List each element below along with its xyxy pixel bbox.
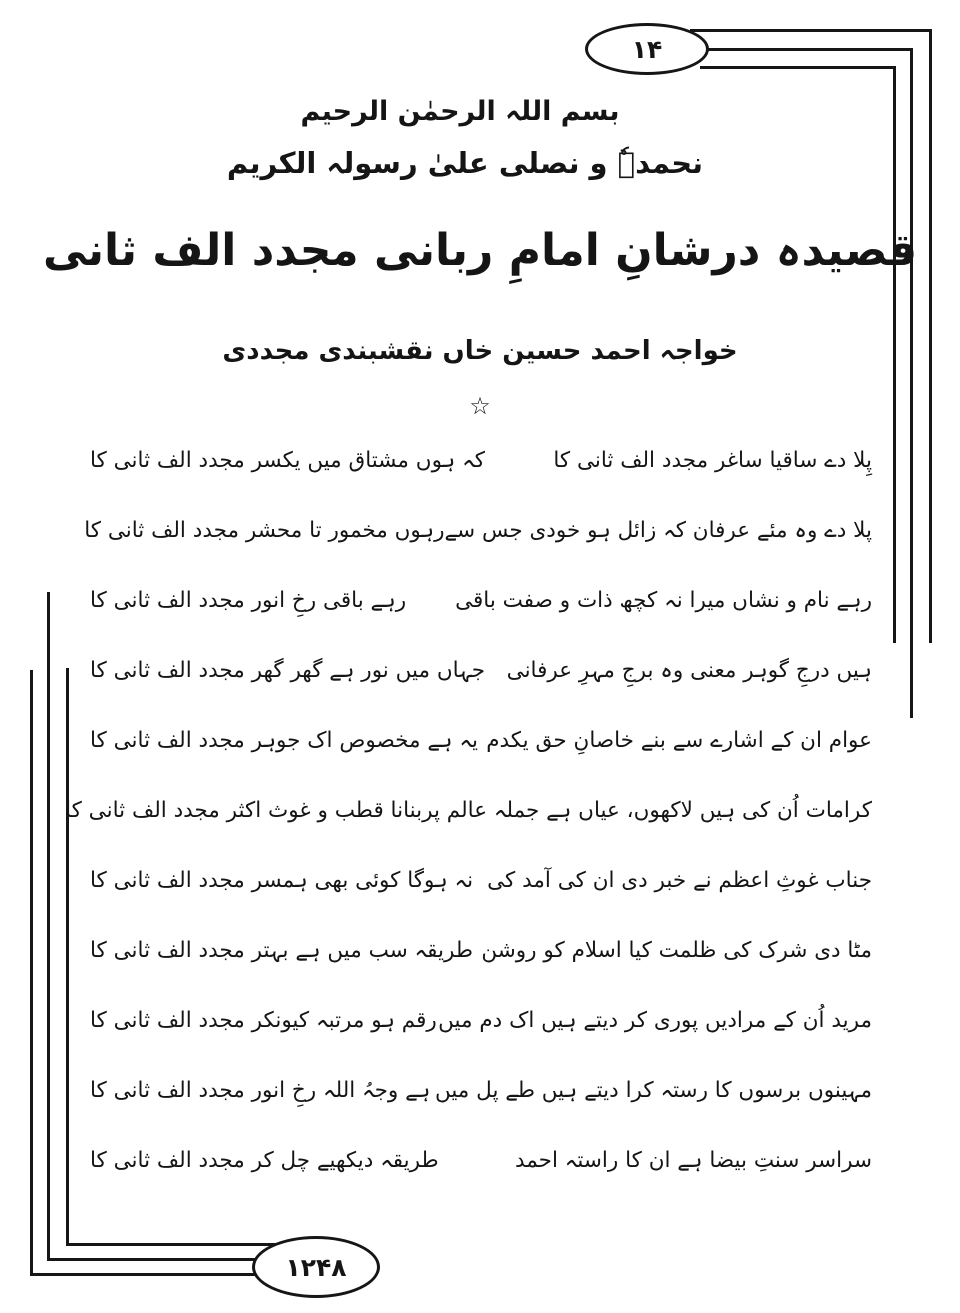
frame-left-line-outer [30,670,33,1276]
bottom-page-number: ۱۲۴۸ [285,1252,347,1282]
hemistich-second: طریقہ سب میں ہے بہتر مجدد الف ثانی کا [90,938,473,964]
hemistich-second: یہ ہے مخصوص اک جوہر مجدد الف ثانی کا [90,728,478,754]
couplet-row [90,916,872,986]
couplet-row [90,706,872,776]
hemistich-first: کرامات اُن کی ہیں لاکھوں، عیاں ہے جملہ عالم پر [422,798,872,824]
top-page-number-oval [585,23,709,75]
hemistich-first: عوام ان کے اشارے سے بنے خاصانِ حق یکدم [486,728,872,754]
author-name: خواجہ احمد حسین خاں نقشبندی مجددی [222,336,738,366]
frame-top-line-inner [700,66,896,69]
hemistich-second: نہ ہوگا کوئی بھی ہمسر مجدد الف ثانی کا [90,868,474,894]
hemistich-second: بنانا قطب و غوث اکثر مجدد الف ثانی کا [65,798,423,824]
star-divider-icon: ☆ [469,392,491,420]
hemistich-first: مرید اُن کے مرادیں پوری کر دیتے ہیں اک دم میں [438,1008,872,1034]
hemistich-first: مٹا دی شرک کی ظلمت کیا اسلام کو روشن [481,938,872,964]
bismillah-line: بسم اللہ الرحمٰن الرحیم [300,96,620,127]
bottom-page-number-oval [252,1236,380,1298]
hemistich-second: کہ ہوں مشتاق میں یکسر مجدد الف ثانی کا [90,448,485,474]
hemistich-second: رقم ہو مرتبہ کیونکر مجدد الف ثانی کا [90,1008,437,1034]
hemistich-second: رہے باقی رخِ انور مجدد الف ثانی کا [90,588,407,614]
couplet-row [90,566,872,636]
frame-bottom-line-outer [30,1273,278,1276]
frame-top-line-outer [690,29,932,32]
top-page-number: ۱۴ [631,34,663,64]
hemistich-first: جناب غوثِ اعظم نے خبر دی ان کی آمد کی [487,868,872,894]
hemistich-first: پِلا دے ساقیا ساغر مجدد الف ثانی کا [553,448,872,474]
frame-bottom-line-inner [66,1243,278,1246]
frame-bottom-line-middle [47,1258,258,1261]
couplet-row [90,986,872,1056]
hemistich-first: مہینوں برسوں کا رستہ کرا دیتے ہیں طے پل میں [434,1078,872,1104]
couplet-row [90,1056,872,1126]
hemistich-first: ہیں درجِ گوہر معنی وہ برجِ مہرِ عرفانی [506,658,872,684]
couplet-row [90,636,872,706]
couplet-row [90,426,872,496]
frame-left-line-inner [66,668,69,1246]
frame-top-line-middle [696,48,913,51]
frame-left-line-middle [47,592,50,1261]
couplet-row [90,846,872,916]
hemistich-first: سراسر سنتِ بیضا ہے ان کا راستہ احمد [514,1148,872,1174]
hamd-line: نحمدہٗ و نصلی علیٰ رسولہ الکریم [226,146,704,180]
couplet-row [65,776,872,846]
hemistich-first: پلا دے وہ مئے عرفان کہ زائل ہو خودی جس سے [444,518,872,544]
couplet-row [84,496,872,566]
hemistich-second: جہاں میں نور ہے گھر گھر مجدد الف ثانی کا [90,658,486,684]
hemistich-first: رہے نام و نشاں میرا نہ کچھ ذات و صفت باقی [455,588,872,614]
poem-body [65,426,872,1196]
hemistich-second: ہے وجہُ اللہ رخِ انور مجدد الف ثانی کا [90,1078,431,1104]
page-title: قصیدہ درشانِ امامِ ربانی مجدد الف ثانی [42,225,918,276]
hemistich-second: طریقہ دیکھیے چل کر مجدد الف ثانی کا [90,1148,439,1174]
hemistich-second: رہوں مخمور تا محشر مجدد الف ثانی کا [84,518,445,544]
couplet-row [90,1126,872,1196]
